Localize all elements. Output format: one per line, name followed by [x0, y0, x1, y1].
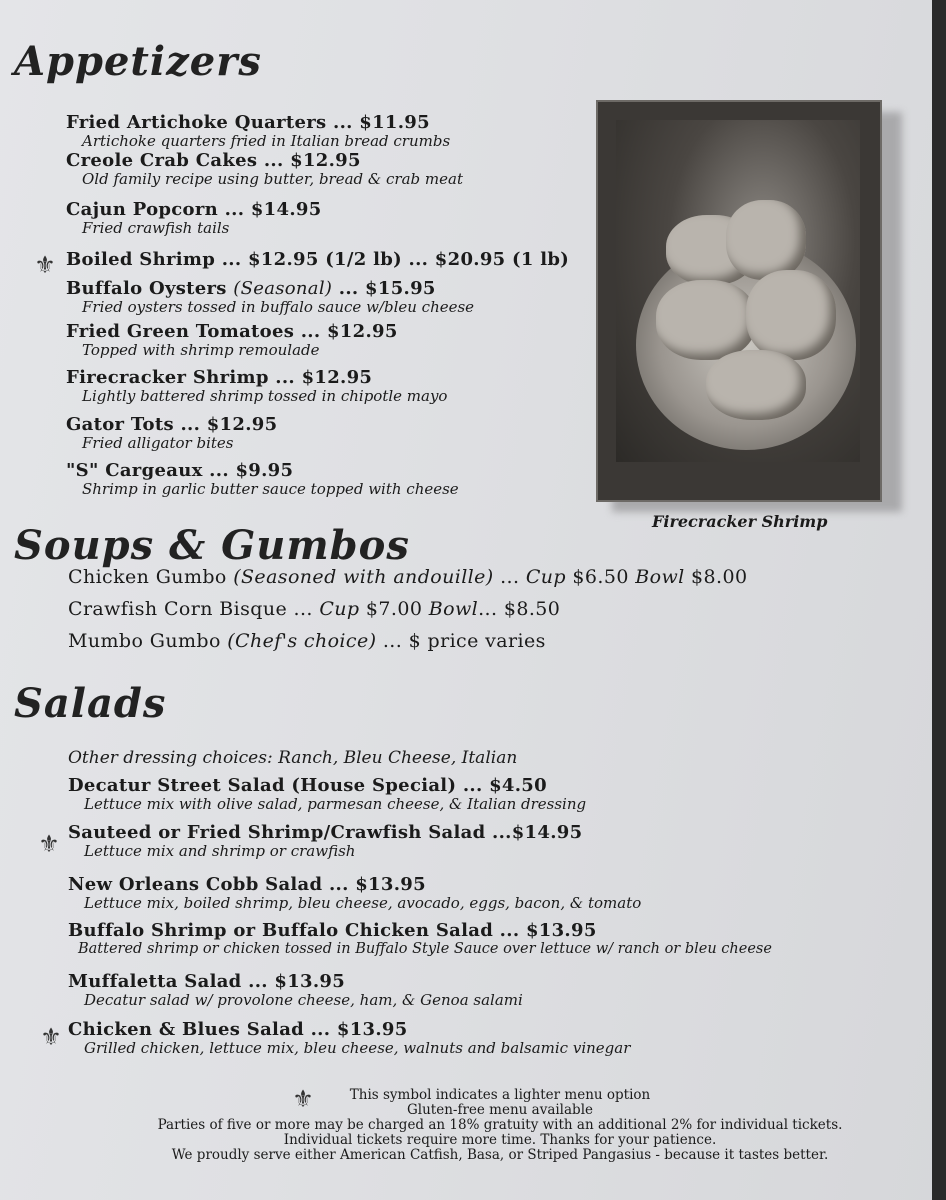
shrimp-piece [706, 350, 806, 420]
menu-item [68, 875, 641, 912]
item-description: Lightly battered shrimp tossed in chipotle mayo [82, 387, 448, 405]
item-name-price: "S" Cargeaux ... $9.95 [66, 460, 294, 481]
item-description: Lettuce mix, boiled shrimp, bleu cheese, avocado, eggs, bacon, & tomato [84, 894, 642, 912]
fleur-de-lis-icon: ⚜ [38, 830, 60, 858]
menu-item [68, 921, 772, 958]
shrimp-piece [656, 280, 756, 360]
item-name: Buffalo Oysters [66, 278, 234, 299]
item-name-price: Cajun Popcorn ... $14.95 [66, 199, 322, 220]
soup-sep: ... [493, 566, 526, 588]
item-description: Shrimp in garlic butter sauce topped with cheese [82, 480, 459, 498]
item-name-price: Muffaletta Salad ... $13.95 [68, 971, 346, 992]
item-name-price: Fried Artichoke Quarters ... $11.95 [66, 112, 430, 133]
photo-image [616, 120, 860, 462]
soup-note: (Seasoned with andouille) [233, 566, 494, 588]
dressing-note: Other dressing choices: Ranch, Bleu Cheese, Italian [68, 748, 518, 768]
menu-item [68, 1020, 630, 1057]
soup-note: (Chef's choice) [227, 630, 377, 652]
menu-item [66, 279, 474, 316]
item-name-price: Creole Crab Cakes ... $12.95 [66, 150, 361, 171]
soup-price: ... $8.50 [478, 598, 561, 620]
item-name-price: Firecracker Shrimp ... $12.95 [66, 367, 373, 388]
soup-item [68, 598, 560, 620]
menu-item [66, 200, 322, 237]
soup-name: Mumbo Gumbo [68, 630, 228, 652]
item-description: Topped with shrimp remoulade [82, 341, 320, 359]
soup-name: Chicken Gumbo [68, 566, 234, 588]
menu-item [66, 250, 569, 270]
soup-price: $8.00 [684, 566, 748, 588]
fleur-de-lis-icon: ⚜ [292, 1085, 314, 1113]
item-description: Fried crawfish tails [82, 219, 230, 237]
menu-item [66, 368, 447, 405]
menu-item [66, 113, 450, 150]
appetizers-heading: Appetizers [14, 38, 262, 85]
item-name-price: Sauteed or Fried Shrimp/Crawfish Salad ...$14.95 [68, 822, 583, 843]
item-description: Grilled chicken, lettuce mix, bleu cheese, walnuts and balsamic vinegar [84, 1039, 631, 1057]
item-name-price: Decatur Street Salad (House Special) ... $4.50 [68, 775, 547, 796]
item-description: Battered shrimp or chicken tossed in Buffalo Style Sauce over lettuce w/ ranch or bleu cheese [78, 941, 772, 957]
soups-heading: Soups & Gumbos [14, 522, 410, 569]
food-photo [596, 100, 882, 502]
menu-item [68, 823, 582, 860]
footer-line: Individual tickets require more time. Thanks for your patience. [283, 1132, 717, 1148]
fleur-de-lis-icon: ⚜ [34, 251, 56, 279]
shrimp-piece [746, 270, 836, 360]
soup-price: $6.50 [565, 566, 636, 588]
item-name-price: Gator Tots ... $12.95 [66, 414, 278, 435]
menu-item [66, 415, 277, 452]
item-name-price: Chicken & Blues Salad ... $13.95 [68, 1019, 408, 1040]
menu-item [68, 972, 523, 1009]
item-description: Lettuce mix with olive salad, parmesan cheese, & Italian dressing [84, 795, 587, 813]
soup-price: ... $ price varies [376, 630, 546, 652]
item-name-price: Fried Green Tomatoes ... $12.95 [66, 321, 398, 342]
menu-item [66, 322, 398, 359]
item-description: Decatur salad w/ provolone cheese, ham, & Genoa salami [84, 991, 523, 1009]
footer-line: Gluten-free menu available [406, 1102, 593, 1118]
item-name-price: Buffalo Shrimp or Buffalo Chicken Salad ... $13.95 [68, 920, 597, 941]
menu-item [68, 776, 586, 813]
photo-caption: Firecracker Shrimp [652, 512, 828, 531]
soup-size: Bowl [428, 598, 479, 620]
soup-name: Crawfish Corn Bisque ... [68, 598, 320, 620]
item-name-price: Boiled Shrimp ... $12.95 (1/2 lb) ... $20.95 (1 lb) [66, 249, 570, 270]
item-name-price: New Orleans Cobb Salad ... $13.95 [68, 874, 426, 895]
item-price: ... $15.95 [332, 278, 436, 299]
soup-size: Cup [525, 566, 566, 588]
fleur-de-lis-icon: ⚜ [40, 1023, 62, 1051]
menu-item [66, 461, 459, 498]
footer-line: We proudly serve either American Catfish, Basa, or Striped Pangasius - because it tastes better. [171, 1147, 829, 1163]
soup-size: Bowl [635, 566, 685, 588]
item-description: Fried alligator bites [82, 434, 234, 452]
footer-line: Parties of five or more may be charged an 18% gratuity with an additional 2% for individual tickets. [157, 1117, 843, 1133]
shrimp-piece [726, 200, 806, 280]
item-name-price [66, 279, 474, 299]
footer-line: This symbol indicates a lighter menu option [349, 1087, 651, 1103]
soup-size: Cup [319, 598, 360, 620]
page-edge [932, 0, 946, 1200]
item-description: Fried oysters tossed in buffalo sauce w/bleu cheese [82, 298, 475, 316]
item-description: Artichoke quarters fried in Italian bread crumbs [82, 132, 451, 150]
item-description: Lettuce mix and shrimp or crawfish [84, 842, 356, 860]
salads-heading: Salads [14, 680, 167, 727]
soup-price: $7.00 [359, 598, 429, 620]
menu-item [66, 151, 463, 188]
item-description: Old family recipe using butter, bread & crab meat [82, 170, 463, 188]
item-note: (Seasonal) [233, 278, 333, 299]
footer-notes [60, 1085, 940, 1163]
soup-item [68, 566, 747, 588]
soup-item [68, 630, 546, 652]
